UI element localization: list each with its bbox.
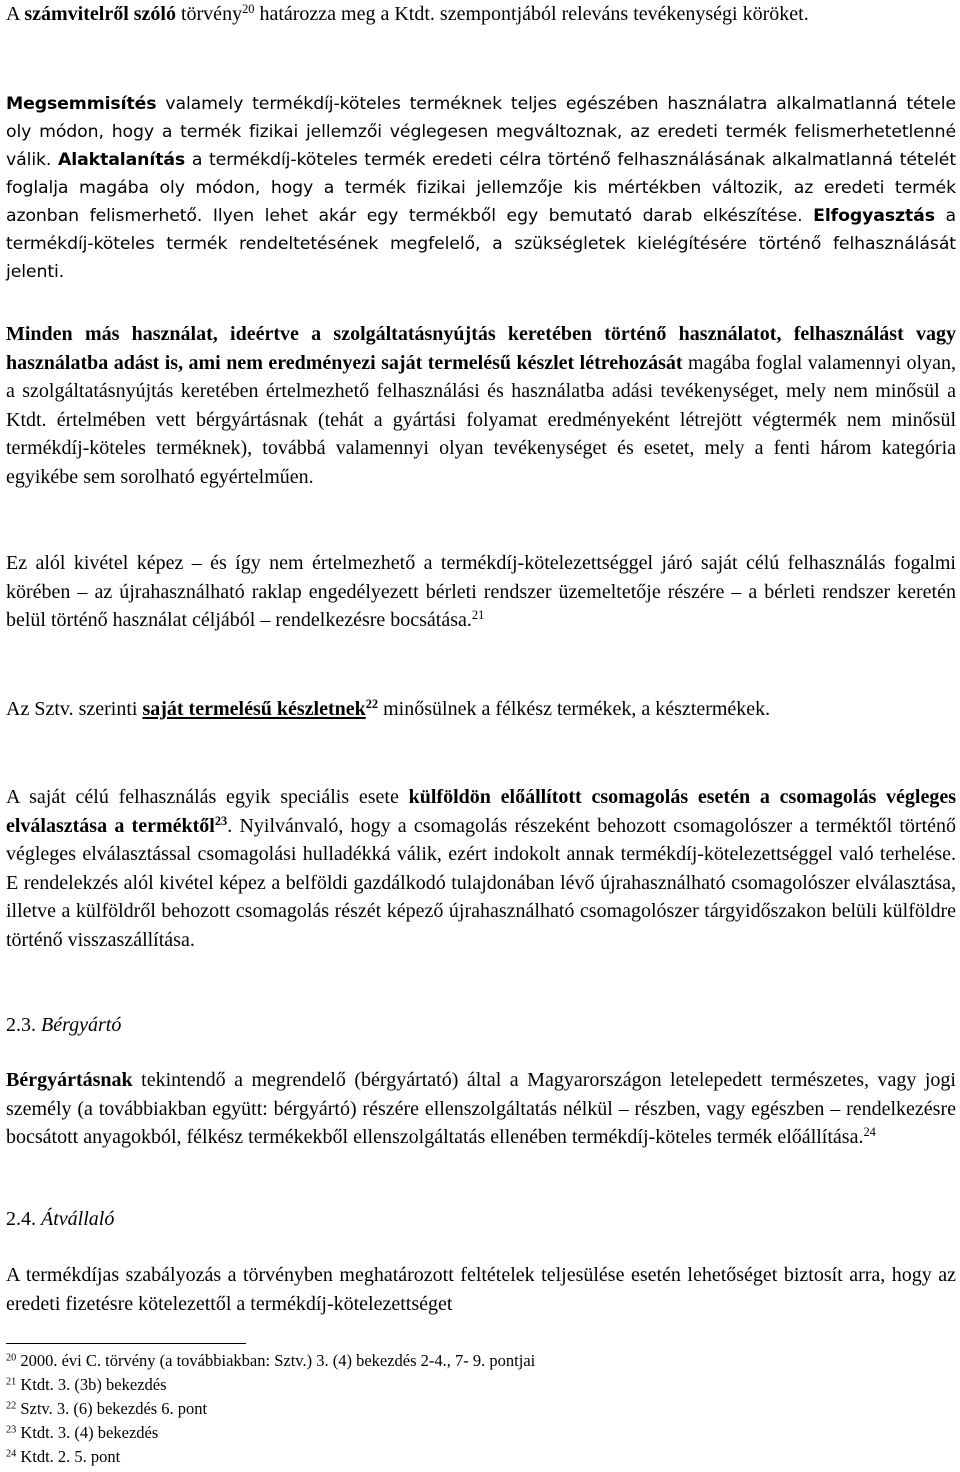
footnote-text: 2000. évi C. törvény (a továbbiakban: Sztv.) 3. (4) bekezdés 2-4., 7- 9. pontjai bbox=[16, 1351, 536, 1370]
text: Az Sztv. szerinti bbox=[6, 698, 143, 720]
footnote-24 bbox=[6, 1445, 120, 1468]
footnote-separator bbox=[6, 1343, 246, 1344]
text: minősülnek a félkész termékek, a késztermékek. bbox=[378, 698, 771, 720]
footnote-text: Ktdt. 3. (4) bekezdés bbox=[16, 1423, 159, 1442]
footnote-23 bbox=[6, 1421, 158, 1444]
footnote-text: Ktdt. 3. (3b) bekezdés bbox=[16, 1375, 167, 1394]
term-megsemmisites: Megsemmisítés bbox=[6, 94, 157, 114]
footnote-text: Ktdt. 2. 5. pont bbox=[16, 1447, 121, 1466]
footnote-21 bbox=[6, 1373, 167, 1396]
text: A termékdíjas szabályozás a törvényben meghatározott feltételek teljesülése esetén lehetőséget biztosít arra, hogy az eredeti fizetésre kötelezettől a termékdíj-kötelezettséget bbox=[6, 1264, 956, 1315]
section-number: 2.4. bbox=[6, 1208, 41, 1230]
term-alaktalanitas: Alaktalanítás bbox=[58, 150, 186, 170]
bold-phrase: külföldön előállított csomagolás esetén a csomagolás végleges elválasztása a terméktől bbox=[6, 786, 956, 837]
footnote-number: 24 bbox=[6, 1448, 17, 1460]
footnote-ref: 24 bbox=[863, 1125, 876, 1140]
footnote-number: 22 bbox=[6, 1400, 17, 1412]
text: . Nyilvánvaló, hogy a csomagolás részeként behozott csomagolószer a terméktől történő végleges elválasztással csomagolási hulladékká válik, ezért indokolt annak termékdíj-kötelezettséggel való terhelése. E rendelekzés alól kivétel képez a belföldi gazdálkodó tulajdonában lévő újrahasználható csomagolószer elválasztása, illetve a külföldről behozott csomagolás részét képező újrahasználható csomagolószer tárgyidőszakon belüli külföldre történő visszaszállítása. bbox=[6, 814, 956, 951]
text: a termékdíj-köteles termék eredeti célra történő felhasználásának alkalmatlanná tételét foglalja magába oly módon, hogy a termék fizikai jellemzője kis mértékben változik, az eredeti termék azonban felismerhető. Ilyen lehet akár egy termékből egy bemutató darab elkészítése. bbox=[6, 150, 956, 226]
paragraph-other-use bbox=[6, 320, 956, 491]
section-heading-2-3 bbox=[6, 1011, 121, 1039]
section-title: Átvállaló bbox=[41, 1208, 115, 1230]
paragraph-contract-manufacturing bbox=[6, 1066, 956, 1152]
text: törvény bbox=[175, 3, 243, 25]
text: A saját célú felhasználás egyik speciális esete bbox=[6, 786, 409, 808]
bold-underlined-term: saját termelésű készletnek bbox=[142, 698, 366, 720]
paragraph-exception bbox=[6, 549, 956, 635]
text: valamely termékdíj-köteles terméknek teljes egészében használatra alkalmatlanná tétele oly módon, hogy a termék fizikai jellemzői véglegesen megváltoznak, az eredeti termék felismerhetetlenné válik. bbox=[6, 94, 956, 170]
paragraph-assumption bbox=[6, 1261, 956, 1318]
section-title: Bérgyártó bbox=[41, 1014, 122, 1036]
paragraph-definitions bbox=[6, 90, 956, 286]
footnote-number: 21 bbox=[6, 1376, 17, 1388]
footnote-ref: 20 bbox=[242, 2, 255, 17]
footnote-number: 23 bbox=[6, 1424, 17, 1436]
term-bergyartas: Bérgyártásnak bbox=[6, 1069, 133, 1091]
bold-phrase: Minden más használat, ideértve a szolgáltatásnyújtás keretében történő használatot, felhasználást vagy használatba adást is, ami nem eredményezi saját termelésű készlet létrehozását bbox=[6, 323, 956, 374]
footnote-20 bbox=[6, 1349, 535, 1372]
text: tekintendő a megrendelő (bérgyártató) által a Magyarországon letelepedett természetes, vagy jogi személy (a továbbiakban együtt: bérgyártó) részére ellenszolgáltatás nélkül – részben, vagy egészben – rendelkezésre bocsátott anyagokból, félkész termékekből ellenszolgáltatás ellenében termékdíj-köteles termék előállítása. bbox=[6, 1069, 956, 1148]
footnote-22 bbox=[6, 1397, 207, 1420]
text: határozza meg a Ktdt. szempontjából releváns tevékenységi köröket. bbox=[254, 3, 809, 25]
footnote-ref: 23 bbox=[214, 813, 228, 828]
footnote-text: Sztv. 3. (6) bekezdés 6. pont bbox=[16, 1399, 208, 1418]
text: a termékdíj-köteles termék rendeltetésének megfelelő, a szükségletek kielégítésére történő felhasználását jelenti. bbox=[6, 206, 956, 282]
footnote-ref: 21 bbox=[471, 608, 485, 623]
paragraph-intro bbox=[6, 0, 956, 29]
section-heading-2-4 bbox=[6, 1205, 114, 1233]
text: Ez alól kivétel képez – és így nem értelmezhető a termékdíj-kötelezettséggel járó saját célú felhasználás fogalmi körében – az újrahasználható raklap engedélyezett bérleti rendszer üzemeltetője részére – a bérleti rendszer keretén belül történő használat céljából – rendelkezésre bocsátása. bbox=[6, 552, 956, 631]
paragraph-packaging bbox=[6, 783, 956, 954]
term-elfogyasztas: Elfogyasztás bbox=[813, 206, 935, 226]
paragraph-own-stock bbox=[6, 695, 956, 724]
section-number: 2.3. bbox=[6, 1014, 41, 1036]
text: magába foglal valamennyi olyan, a szolgáltatásnyújtás keretében értelmezhető felhasználási és használatba adási tevékenységet, mely nem minősül a Ktdt. értelmében vett bérgyártásnak (tehát a gyártási folyamat eredményeként létrejött végtermék nem minősül termékdíj-köteles terméknek), továbbá valamennyi olyan tevékenységet és esetet, mely a fenti három kategória egyikébe sem sorolható egyértelműen. bbox=[6, 351, 956, 488]
text: A bbox=[6, 3, 25, 25]
footnote-ref: 22 bbox=[365, 697, 379, 712]
bold-term: számvitelről szóló bbox=[24, 3, 176, 25]
footnote-number: 20 bbox=[6, 1352, 17, 1364]
